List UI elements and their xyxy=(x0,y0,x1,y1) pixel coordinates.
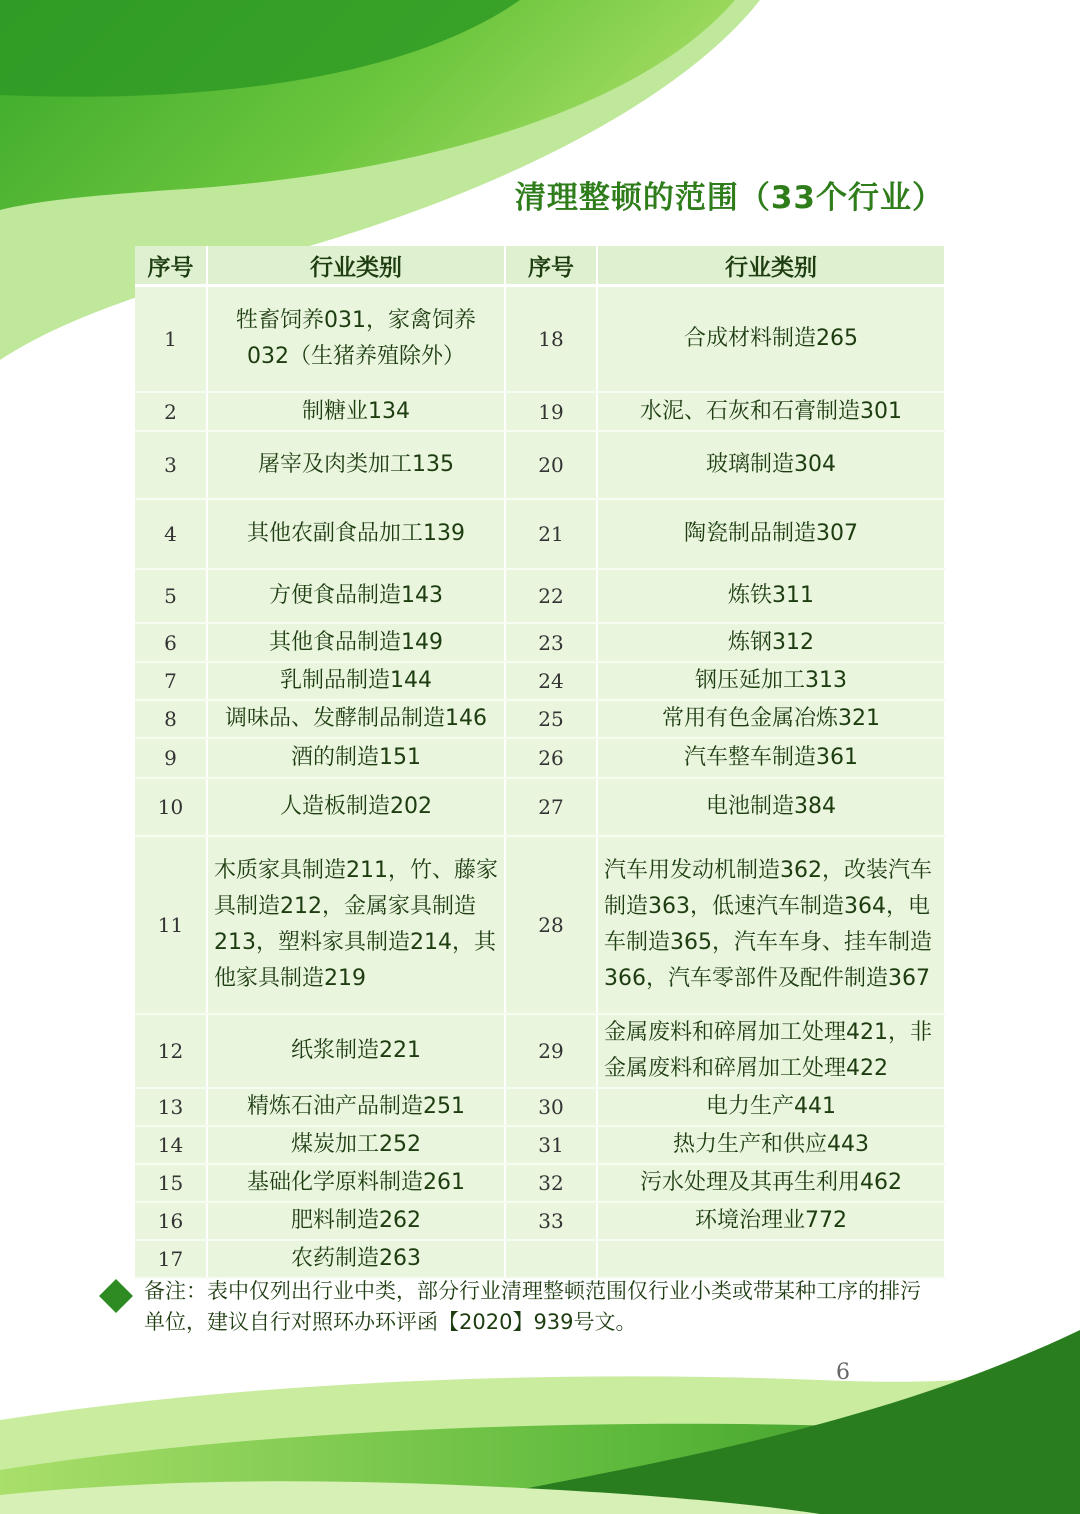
industry-name: 基础化学原料制造261 xyxy=(207,1164,505,1202)
row-number: 14 xyxy=(135,1126,207,1164)
industry-name: 肥料制造262 xyxy=(207,1202,505,1240)
row-number: 28 xyxy=(505,836,597,1014)
industry-name: 水泥、石灰和石膏制造301 xyxy=(597,392,945,431)
industry-name: 炼钢312 xyxy=(597,623,945,662)
row-number: 4 xyxy=(135,499,207,569)
footnote xyxy=(98,1276,938,1338)
industry-name: 其他食品制造149 xyxy=(207,623,505,662)
page-title: 清理整顿的范围（33个行业） xyxy=(514,180,944,216)
row-number: 13 xyxy=(135,1088,207,1126)
row-number: 20 xyxy=(505,431,597,499)
industry-name: 污水处理及其再生利用462 xyxy=(597,1164,945,1202)
table-row xyxy=(135,700,945,738)
table-row xyxy=(135,569,945,623)
row-number: 6 xyxy=(135,623,207,662)
industry-name xyxy=(597,1240,945,1278)
industry-name: 木质家具制造211，竹、藤家具制造212，金属家具制造213，塑料家具制造214，其他家具制造219 xyxy=(207,836,505,1014)
row-number: 32 xyxy=(505,1164,597,1202)
industry-table xyxy=(135,246,945,1279)
row-number: 31 xyxy=(505,1126,597,1164)
row-number: 24 xyxy=(505,662,597,700)
industry-name: 玻璃制造304 xyxy=(597,431,945,499)
table-row xyxy=(135,778,945,836)
table-row xyxy=(135,1014,945,1088)
industry-name: 常用有色金属冶炼321 xyxy=(597,700,945,738)
table-header-row xyxy=(135,246,945,286)
row-number: 11 xyxy=(135,836,207,1014)
header-number-1: 序号 xyxy=(135,246,207,286)
table-row xyxy=(135,623,945,662)
row-number: 23 xyxy=(505,623,597,662)
row-number: 33 xyxy=(505,1202,597,1240)
industry-name: 汽车整车制造361 xyxy=(597,738,945,778)
industry-name: 汽车用发动机制造362，改装汽车制造363，低速汽车制造364，电车制造365，汽车车身、挂车制造366，汽车零部件及配件制造367 xyxy=(597,836,945,1014)
industry-name: 屠宰及肉类加工135 xyxy=(207,431,505,499)
table-row xyxy=(135,499,945,569)
row-number: 9 xyxy=(135,738,207,778)
table-row xyxy=(135,1202,945,1240)
table-row xyxy=(135,1164,945,1202)
industry-name: 农药制造263 xyxy=(207,1240,505,1278)
page-number: 6 xyxy=(836,1360,850,1385)
row-number: 17 xyxy=(135,1240,207,1278)
industry-name: 其他农副食品加工139 xyxy=(207,499,505,569)
header-category-1: 行业类别 xyxy=(207,246,505,286)
row-number: 2 xyxy=(135,392,207,431)
table-row xyxy=(135,738,945,778)
header-category-2: 行业类别 xyxy=(597,246,945,286)
row-number: 26 xyxy=(505,738,597,778)
industry-name: 制糖业134 xyxy=(207,392,505,431)
table-row xyxy=(135,431,945,499)
row-number: 5 xyxy=(135,569,207,623)
industry-name: 酒的制造151 xyxy=(207,738,505,778)
industry-name: 热力生产和供应443 xyxy=(597,1126,945,1164)
industry-name: 钢压延加工313 xyxy=(597,662,945,700)
industry-name: 炼铁311 xyxy=(597,569,945,623)
row-number: 16 xyxy=(135,1202,207,1240)
row-number: 18 xyxy=(505,286,597,393)
industry-name: 乳制品制造144 xyxy=(207,662,505,700)
industry-name: 电池制造384 xyxy=(597,778,945,836)
table-row xyxy=(135,1126,945,1164)
row-number: 7 xyxy=(135,662,207,700)
industry-name: 煤炭加工252 xyxy=(207,1126,505,1164)
row-number: 12 xyxy=(135,1014,207,1088)
footnote-text: 备注：表中仅列出行业中类，部分行业清理整顿范围仅行业小类或带某种工序的排污单位，建议自行对照环办环评函【2020】939号文。 xyxy=(144,1279,921,1334)
row-number: 27 xyxy=(505,778,597,836)
industry-name: 合成材料制造265 xyxy=(597,286,945,393)
table-row xyxy=(135,286,945,393)
row-number: 21 xyxy=(505,499,597,569)
industry-name: 精炼石油产品制造251 xyxy=(207,1088,505,1126)
industry-name: 牲畜饲养031，家禽饲养032（生猪养殖除外） xyxy=(207,286,505,393)
industry-name: 调味品、发酵制品制造146 xyxy=(207,700,505,738)
industry-name: 环境治理业772 xyxy=(597,1202,945,1240)
table-row xyxy=(135,392,945,431)
industry-name: 纸浆制造221 xyxy=(207,1014,505,1088)
row-number: 3 xyxy=(135,431,207,499)
table-row xyxy=(135,836,945,1014)
row-number: 22 xyxy=(505,569,597,623)
table-row xyxy=(135,662,945,700)
row-number: 1 xyxy=(135,286,207,393)
row-number: 30 xyxy=(505,1088,597,1126)
industry-name: 方便食品制造143 xyxy=(207,569,505,623)
row-number: 10 xyxy=(135,778,207,836)
header-number-2: 序号 xyxy=(505,246,597,286)
table-row xyxy=(135,1088,945,1126)
row-number: 15 xyxy=(135,1164,207,1202)
industry-name: 陶瓷制品制造307 xyxy=(597,499,945,569)
row-number: 25 xyxy=(505,700,597,738)
row-number: 8 xyxy=(135,700,207,738)
row-number xyxy=(505,1240,597,1278)
row-number: 29 xyxy=(505,1014,597,1088)
row-number: 19 xyxy=(505,392,597,431)
table-row xyxy=(135,1240,945,1278)
industry-name: 电力生产441 xyxy=(597,1088,945,1126)
diamond-bullet-icon xyxy=(99,1279,133,1313)
industry-name: 人造板制造202 xyxy=(207,778,505,836)
industry-name: 金属废料和碎屑加工处理421，非金属废料和碎屑加工处理422 xyxy=(597,1014,945,1088)
